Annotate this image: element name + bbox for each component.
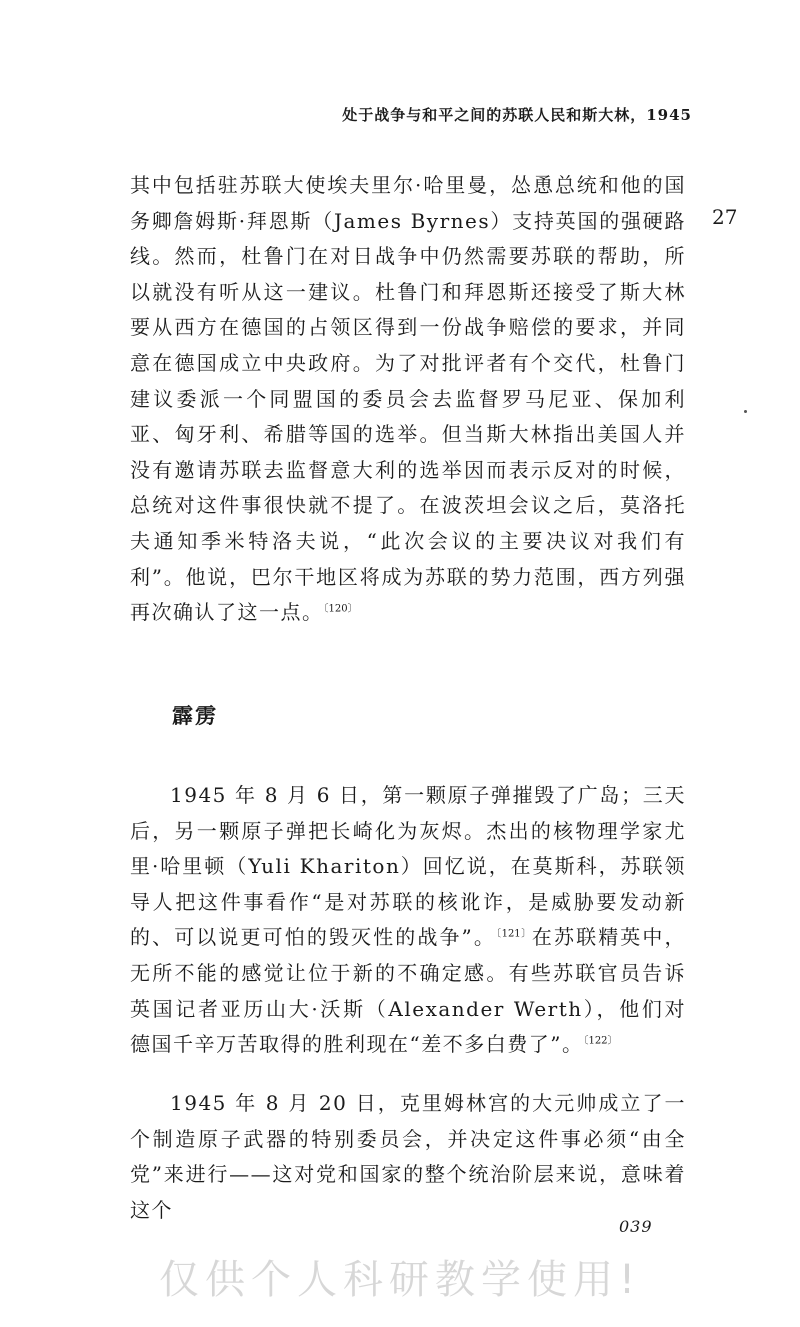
watermark: 仅供个人科研教学使用! [158, 1257, 642, 1303]
section-heading: 霹雳 [172, 703, 218, 728]
paragraph-2-text-a: 1945 年 8 月 6 日，第一颗原子弹摧毁了广岛；三天后，另一颗原子弹把长崎化为灰烬。杰出的核物理学家尤里·哈里顿（Yuli Khariton）回忆说，在莫斯科，苏联领导人把这件事看作“是对苏联的核讹诈，是威胁要发动新的、可以说更可怕的毁灭性的战争”。 [130, 783, 686, 950]
running-header: 处于战争与和平之间的苏联人民和斯大林，1945 [342, 106, 692, 124]
paragraph-2-text-b: 在苏联精英中，无所不能的感觉让位于新的不确定感。有些苏联官员告诉英国记者亚历山大·沃斯（Alexander Werth），他们对德国千辛万苦取得的胜利现在“差不多白费了”。 [130, 925, 687, 1057]
footnote-ref-122: 〔122〕 [583, 1035, 618, 1047]
margin-page-reference: 27 [712, 205, 738, 229]
paragraph-1-text: 其中包括驻苏联大使埃夫里尔·哈里曼，怂恿总统和他的国务卿詹姆斯·拜恩斯（James Byrnes）支持英国的强硬路线。然而，杜鲁门在对日战争中仍然需要苏联的帮助，所以就没有听从这一建议。杜鲁门和拜恩斯还接受了斯大林要从西方在德国的占领区得到一份战争赔偿的要求，并同意在德国成立中央政府。为了对批评者有个交代，杜鲁门建议委派一个同盟国的委员会去监督罗马尼亚、保加利亚、匈牙利、希腊等国的选举。但当斯大林指出美国人并没有邀请苏联去监督意大利的选举因而表示反对的时候，总统对这件事很快就不提了。在波茨坦会议之后，莫洛托夫通知季米特洛夫说，“此次会议的主要决议对我们有利”。他说，巴尔干地区将成为苏联的势力范围，西方列强再次确认了这一点。 [130, 173, 686, 625]
paragraph-3: 1945 年 8 月 20 日，克里姆林宫的大元帅成立了一个制造原子武器的特别委员会，并决定这件事必须“由全党”来进行——这对党和国家的整个统治阶层来说，意味着这个 [130, 1091, 686, 1222]
footnote-ref-121: 〔121〕 [495, 928, 532, 940]
footnote-ref-120: 〔120〕 [323, 603, 358, 615]
margin-mark [744, 410, 747, 413]
paragraph-2 [130, 778, 686, 1063]
page-number: 039 [619, 1217, 653, 1236]
paragraph-1 [130, 168, 686, 631]
